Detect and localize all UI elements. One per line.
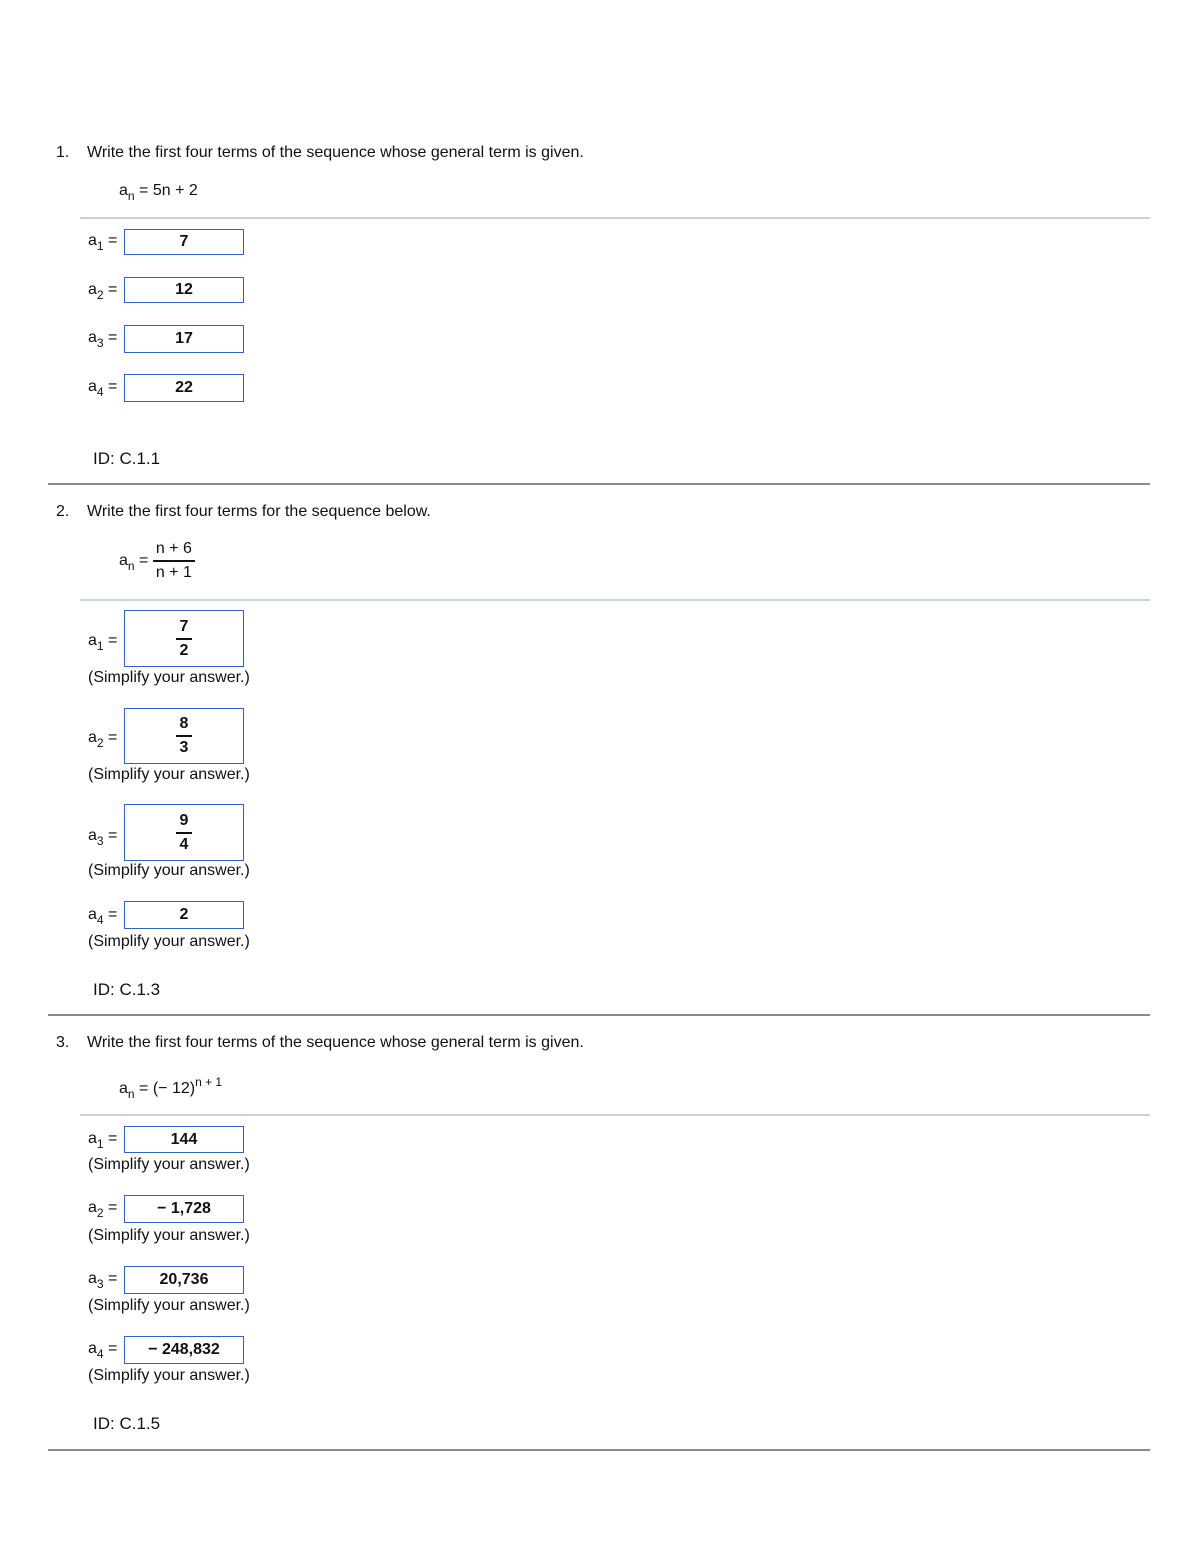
question-2-divider xyxy=(80,599,1150,601)
q3-term-label-1: $a_1$ = xyxy=(88,1130,118,1151)
q2-answer-field-1[interactable]: $\frac{7}{2}$ xyxy=(124,610,244,667)
q2-answer-field-2[interactable]: $\frac{8}{3}$ xyxy=(124,708,244,764)
q3-simplify-note-4: (Simplify your answer.) xyxy=(88,1367,250,1384)
q1-answer-field-2[interactable]: 12 xyxy=(124,277,244,303)
question-3-formula: $a_n$ = (− 12)$^{n + 1}$ xyxy=(119,1075,223,1101)
question-3-prompt: Write the first four terms of the sequence whose general term is given. xyxy=(87,1034,584,1051)
q2-term-label-4: $a_4$ = xyxy=(88,906,118,927)
q2-answer-field-3[interactable]: $\frac{9}{4}$ xyxy=(124,804,244,861)
q1-answer-field-4[interactable]: 22 xyxy=(124,374,244,402)
q3-term-label-3: $a_3$ = xyxy=(88,1270,118,1291)
q1-answer-field-3[interactable]: 17 xyxy=(124,325,244,353)
q1-term-label-3: $a_3$ = xyxy=(88,329,118,350)
question-2-formula: $a_n$ = $\frac{n + 6}{n + 1}$ xyxy=(119,540,195,582)
question-1-divider xyxy=(80,217,1150,219)
q2-term-label-1: $a_1$ = xyxy=(88,632,118,653)
question-1-prompt: Write the first four terms of the sequence whose general term is given. xyxy=(87,144,584,161)
q2-simplify-note-1: (Simplify your answer.) xyxy=(88,669,250,686)
q3-simplify-note-2: (Simplify your answer.) xyxy=(88,1227,250,1244)
question-2-prompt: Write the first four terms for the sequence below. xyxy=(87,503,431,520)
question-2-number: 2. xyxy=(56,503,70,520)
question-separator-3 xyxy=(48,1449,1150,1451)
q3-answer-field-1[interactable]: 144 xyxy=(124,1126,244,1153)
q2-term-label-2: $a_2$ = xyxy=(88,729,118,750)
q2-simplify-note-2: (Simplify your answer.) xyxy=(88,766,250,783)
q2-simplify-note-4: (Simplify your answer.) xyxy=(88,933,250,950)
q1-term-label-2: $a_2$ = xyxy=(88,281,118,302)
q3-simplify-note-3: (Simplify your answer.) xyxy=(88,1297,250,1314)
question-separator-2 xyxy=(48,1014,1150,1016)
question-3-id: ID: C.1.5 xyxy=(93,1414,161,1433)
question-2-id: ID: C.1.3 xyxy=(93,980,161,999)
question-3-number: 3. xyxy=(56,1034,70,1051)
q1-answer-field-1[interactable]: 7 xyxy=(124,229,244,255)
question-1-number: 1. xyxy=(56,144,70,161)
q3-answer-field-3[interactable]: 20,736 xyxy=(124,1266,244,1294)
q1-term-label-4: $a_4$ = xyxy=(88,378,118,399)
q2-answer-field-4[interactable]: 2 xyxy=(124,901,244,929)
q3-answer-field-4[interactable]: − 248,832 xyxy=(124,1336,244,1364)
question-1-id: ID: C.1.1 xyxy=(93,449,161,468)
q2-term-label-3: $a_3$ = xyxy=(88,827,118,848)
q2-simplify-note-3: (Simplify your answer.) xyxy=(88,862,250,879)
q3-simplify-note-1: (Simplify your answer.) xyxy=(88,1156,250,1173)
q3-term-label-2: $a_2$ = xyxy=(88,1199,118,1220)
q3-answer-field-2[interactable]: − 1,728 xyxy=(124,1195,244,1223)
question-separator-1 xyxy=(48,483,1150,485)
q3-term-label-4: $a_4$ = xyxy=(88,1340,118,1361)
question-1-formula: $a_n = 5n + 2$ xyxy=(119,182,198,203)
question-3-divider xyxy=(80,1114,1150,1116)
q1-term-label-1: $a_1$ = xyxy=(88,232,118,253)
